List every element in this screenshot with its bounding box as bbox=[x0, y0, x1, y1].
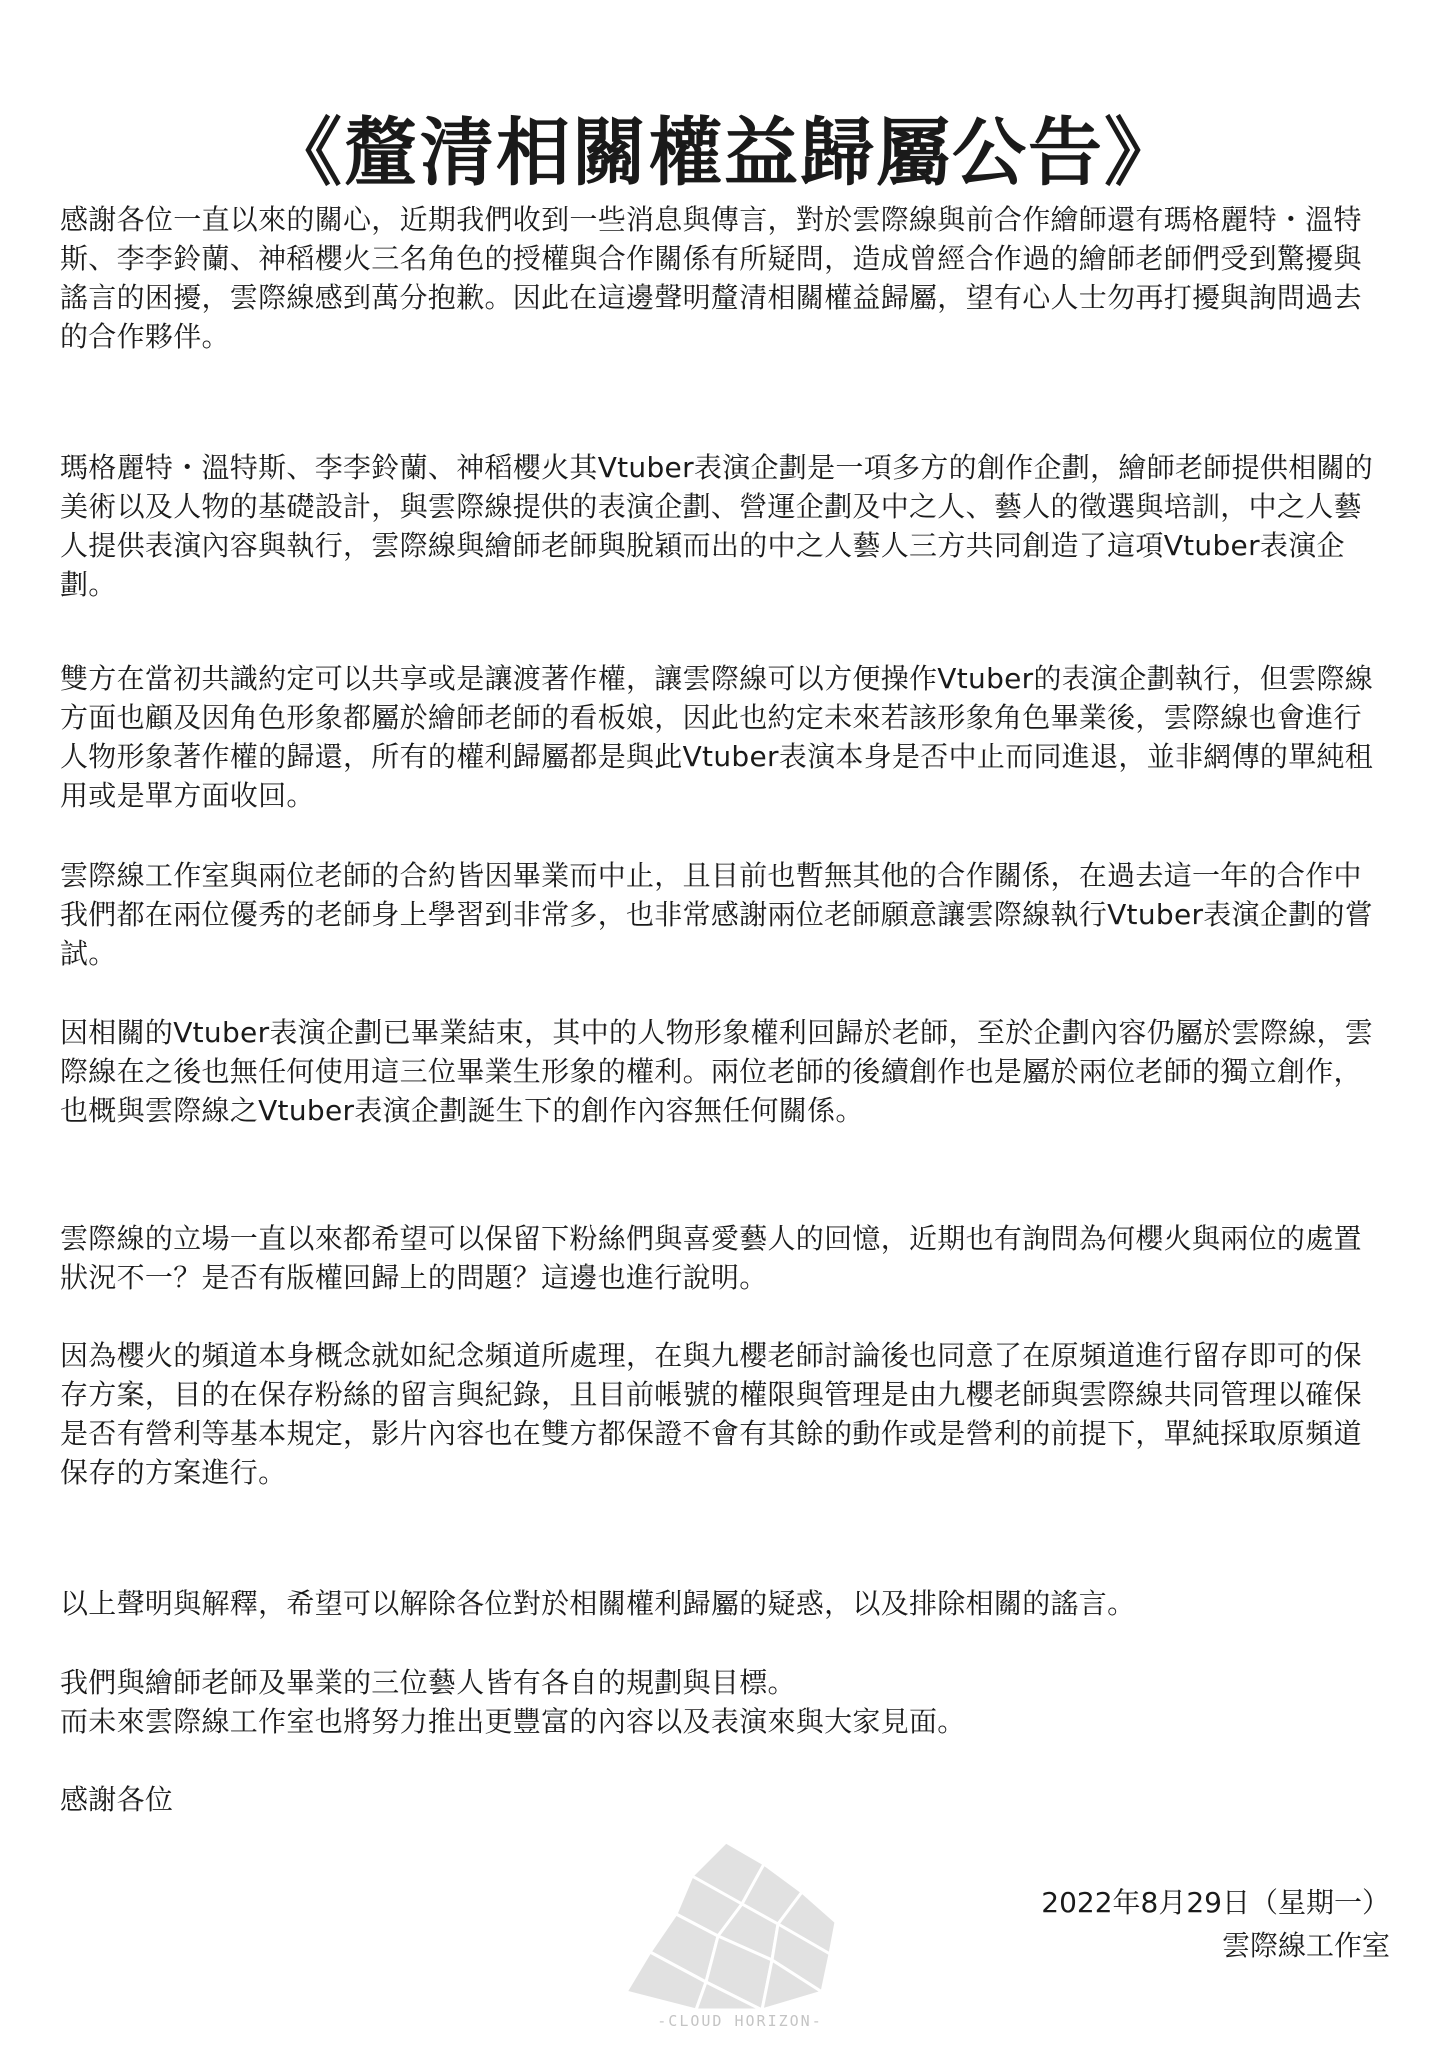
studio-signature: 雲際線工作室 bbox=[1221, 1929, 1390, 1962]
announcement-date: 2022年8月29日（星期一） bbox=[1041, 1886, 1390, 1919]
paragraph-thanks: 感謝各位 bbox=[60, 1783, 174, 1816]
paragraph-stance: 雲際線的立場一直以來都希望可以保留下粉絲們與喜愛藝人的回憶，近期也有詢問為何櫻火與兩位的處置狀況不一？是否有版權回歸上的問題？這邊也進行說明。 bbox=[60, 1222, 1362, 1294]
paragraph-channel-preservation: 因為櫻火的頻道本身概念就如紀念頻道所處理，在與九櫻老師討論後也同意了在原頻道進行留存即可的保存方案，目的在保存粉絲的留言與紀錄，且目前帳號的權限與管理是由九櫻老師與雲際線共同管理以確保是否有營利等基本規定，影片內容也在雙方都保證不會有其餘的動作或是營利的前提下，單純採取原頻道保存的方案進行。 bbox=[60, 1339, 1362, 1489]
paragraph-summary: 以上聲明與解釋，希望可以解除各位對於相關權利歸屬的疑惑，以及排除相關的謠言。 bbox=[60, 1587, 1136, 1620]
cloud-logo-icon bbox=[622, 1840, 858, 2012]
paragraph-copyright-agreement: 雙方在當初共識約定可以共享或是讓渡著作權，讓雲際線可以方便操作Vtuber的表演企劃執行，但雲際線方面也顧及因角色形象都屬於繪師老師的看板娘，因此也約定未來若該形象角色畢業後，雲際線也會進行人物形象著作權的歸還，所有的權利歸屬都是與此Vtuber表演本身是否中止而同進退，並非網傳的單純租用或是單方面收回。 bbox=[60, 662, 1374, 812]
page-title: 《釐清相關權益歸屬公告》 bbox=[268, 109, 1180, 196]
paragraph-contract-end: 雲際線工作室與兩位老師的合約皆因畢業而中止，且目前也暫無其他的合作關係，在過去這一年的合作中我們都在兩位優秀的老師身上學習到非常多，也非常感謝兩位老師願意讓雲際線執行Vtuber表演企劃的嘗試。 bbox=[60, 859, 1374, 970]
paragraph-rights-return: 因相關的Vtuber表演企劃已畢業結束，其中的人物形象權利回歸於老師，至於企劃內容仍屬於雲際線，雲際線在之後也無任何使用這三位畢業生形象的權利。兩位老師的後續創作也是屬於兩位老師的獨立創作，也概與雲際線之Vtuber表演企劃誕生下的創作內容無任何關係。 bbox=[60, 1016, 1374, 1127]
paragraph-intro: 感謝各位一直以來的關心，近期我們收到一些消息與傳言，對於雲際線與前合作繪師還有瑪格麗特・溫特斯、李李鈴蘭、神稻櫻火三名角色的授權與合作關係有所疑問，造成曾經合作過的繪師老師們受到驚擾與謠言的困擾，雲際線感到萬分抱歉。因此在這邊聲明釐清相關權益歸屬，望有心人士勿再打擾與詢問過去的合作夥伴。 bbox=[60, 203, 1362, 353]
logo-text: -CLOUD HORIZON- bbox=[657, 2012, 823, 2030]
paragraph-project-description: 瑪格麗特・溫特斯、李李鈴蘭、神稻櫻火其Vtuber表演企劃是一項多方的創作企劃，繪師老師提供相關的美術以及人物的基礎設計，與雲際線提供的表演企劃、營運企劃及中之人、藝人的徵選與培訓，中之人藝人提供表演內容與執行，雲際線與繪師老師與脫穎而出的中之人藝人三方共同創造了這項Vtuber表演企劃。 bbox=[60, 451, 1374, 601]
paragraph-future-plans: 我們與繪師老師及畢業的三位藝人皆有各自的規劃與目標。 而未來雲際線工作室也將努力推出更豐富的內容以及表演來與大家見面。 bbox=[60, 1666, 966, 1738]
cloud-horizon-logo bbox=[622, 1840, 858, 2040]
